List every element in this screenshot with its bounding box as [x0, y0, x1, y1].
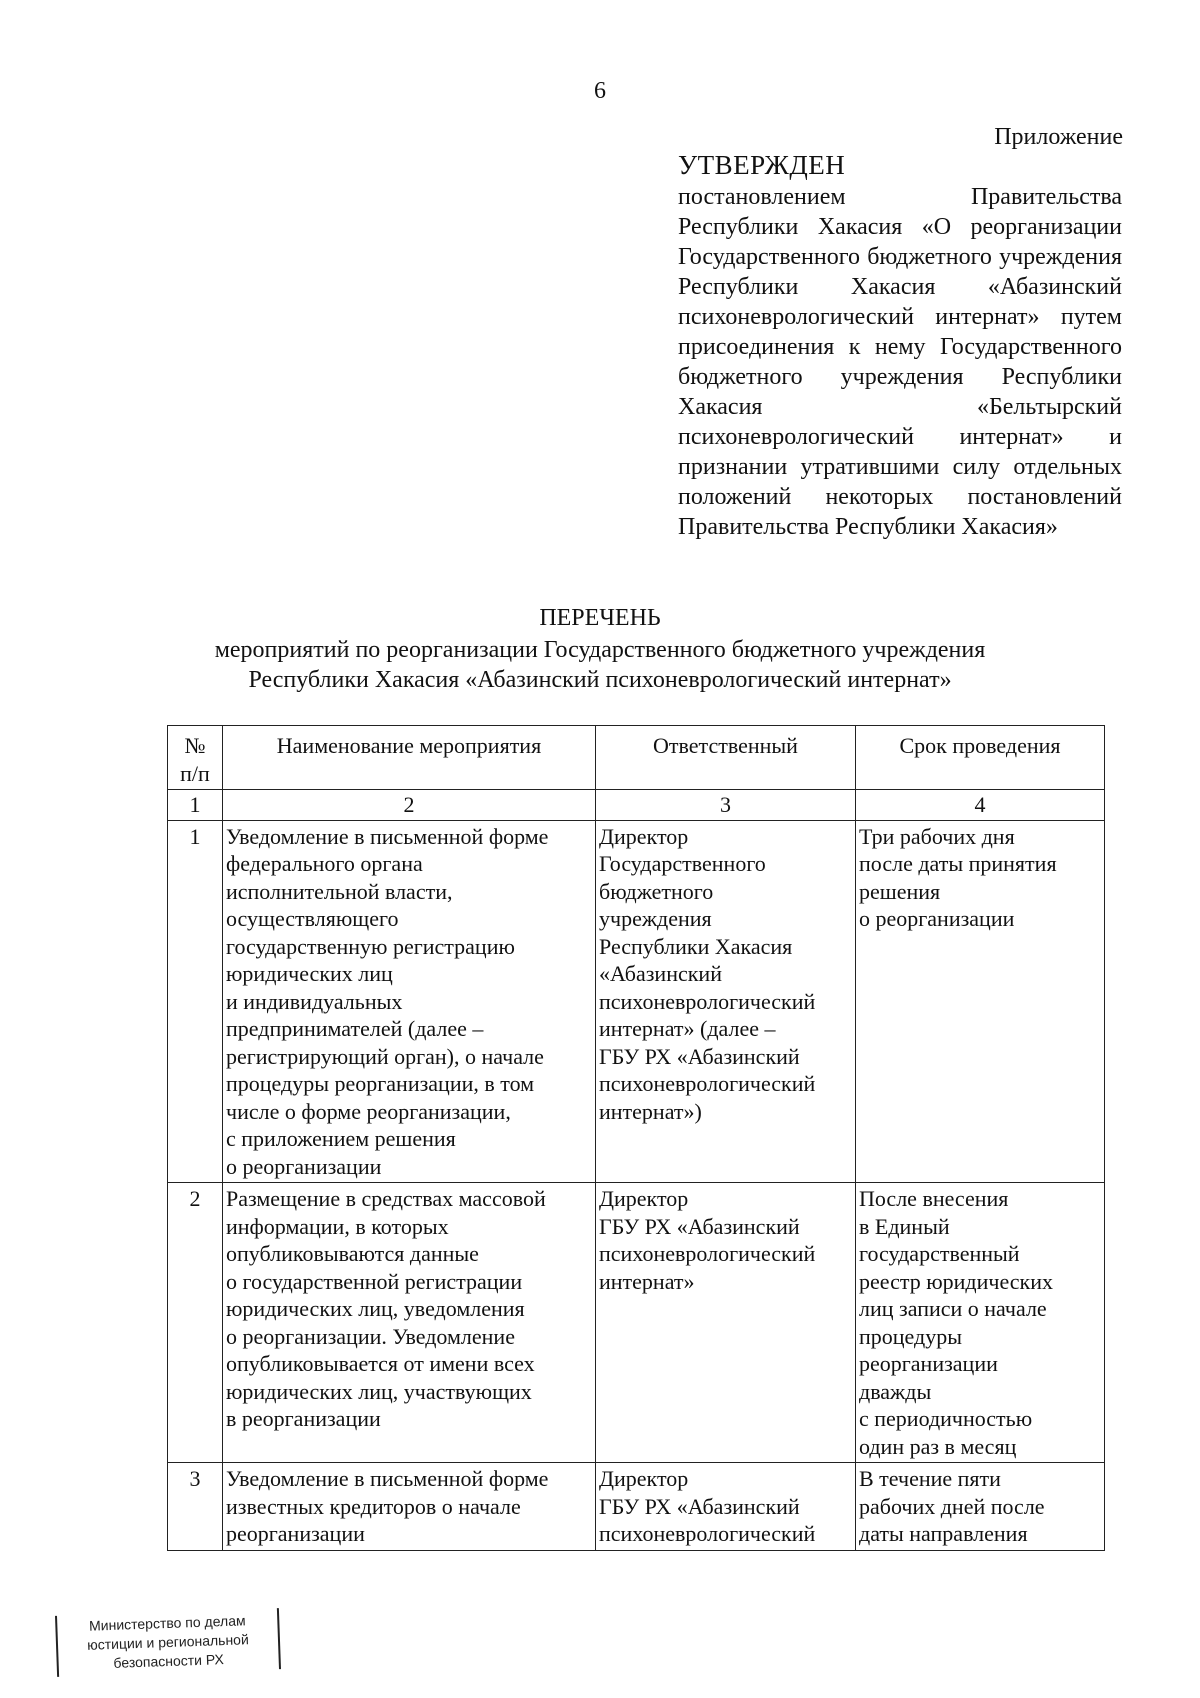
- column-index: 2: [223, 790, 596, 821]
- page-number: 6: [594, 78, 606, 104]
- document-heading: [0, 603, 1200, 695]
- stamp-line: юстиции и региональной: [86, 1631, 250, 1653]
- header-responsible: Ответственный: [596, 726, 856, 790]
- row-number: 3: [168, 1463, 223, 1551]
- header-term: Срок проведения: [856, 726, 1105, 790]
- event-responsible: Директор ГБУ РХ «Абазинский психоневрологический интернат»: [596, 1183, 856, 1463]
- event-responsible: Директор ГБУ РХ «Абазинский психоневрологический: [596, 1463, 856, 1551]
- column-index: 1: [168, 790, 223, 821]
- table-row: [168, 1183, 1105, 1463]
- document-subtitle-line-1: мероприятий по реорганизации Государственного бюджетного учреждения: [214, 637, 986, 663]
- stamp-line: Министерство по делам: [88, 1612, 246, 1634]
- event-term: В течение пяти рабочих дней после даты направления: [856, 1463, 1105, 1551]
- column-index: 3: [596, 790, 856, 821]
- ministry-stamp: [55, 1608, 281, 1677]
- approval-block: [678, 148, 1122, 542]
- event-name: Уведомление в письменной форме федерального органа исполнительной власти, осуществляющего государственную регистрацию юридических лиц и индивидуальных предпринимателей (далее – регистрирующий орган), о начале процедуры реорганизации, в том числе о форме реорганизации, с приложением решения о реорганизации: [223, 820, 596, 1183]
- header-name: Наименование мероприятия: [223, 726, 596, 790]
- events-table: [167, 725, 1105, 1551]
- event-name: Уведомление в письменной форме известных кредиторов о начале реорганизации: [223, 1463, 596, 1551]
- document-subtitle-line-2: Республики Хакасия «Абазинский психоневрологический интернат»: [248, 667, 952, 693]
- event-term: Три рабочих дня после даты принятия решения о реорганизации: [856, 820, 1105, 1183]
- approval-title: УТВЕРЖДЕН: [678, 150, 846, 180]
- document-title: ПЕРЕЧЕНЬ: [539, 605, 661, 631]
- column-index: 4: [856, 790, 1105, 821]
- row-number: 1: [168, 820, 223, 1183]
- stamp-line: безопасности РХ: [113, 1651, 225, 1671]
- table-header-row: [168, 726, 1105, 790]
- approval-text: постановлением Правительства Республики Хакасия «О реорганизации Государственного бюджетного учреждения Республики Хакасия «Абазинский психоневрологический интернат» путем присоединения к нему Государственного бюджетного учреждения Республики Хакасия «Бельтырский психоневрологический интернат» и признании утратившими силу отдельных положений некоторых постановлений Правительства Республики Хакасия»: [678, 184, 1122, 540]
- table-row: [168, 820, 1105, 1183]
- row-number: 2: [168, 1183, 223, 1463]
- event-name: Размещение в средствах массовой информации, в которых опубликовываются данные о государственной регистрации юридических лиц, уведомления о реорганизации. Уведомление опубликовывается от имени всех юридических лиц, участвующих в реорганизации: [223, 1183, 596, 1463]
- event-term: После внесения в Единый государственный реестр юридических лиц записи о начале процедуры реорганизации дважды с периодичностью один раз в месяц: [856, 1183, 1105, 1463]
- event-responsible: Директор Государственного бюджетного учреждения Республики Хакасия «Абазинский психоневрологический интернат» (далее – ГБУ РХ «Абазинский психоневрологический интернат»): [596, 820, 856, 1183]
- header-number: № п/п: [168, 726, 223, 790]
- column-index-row: [168, 790, 1105, 821]
- table-row: [168, 1463, 1105, 1551]
- appendix-label: Приложение: [994, 124, 1123, 150]
